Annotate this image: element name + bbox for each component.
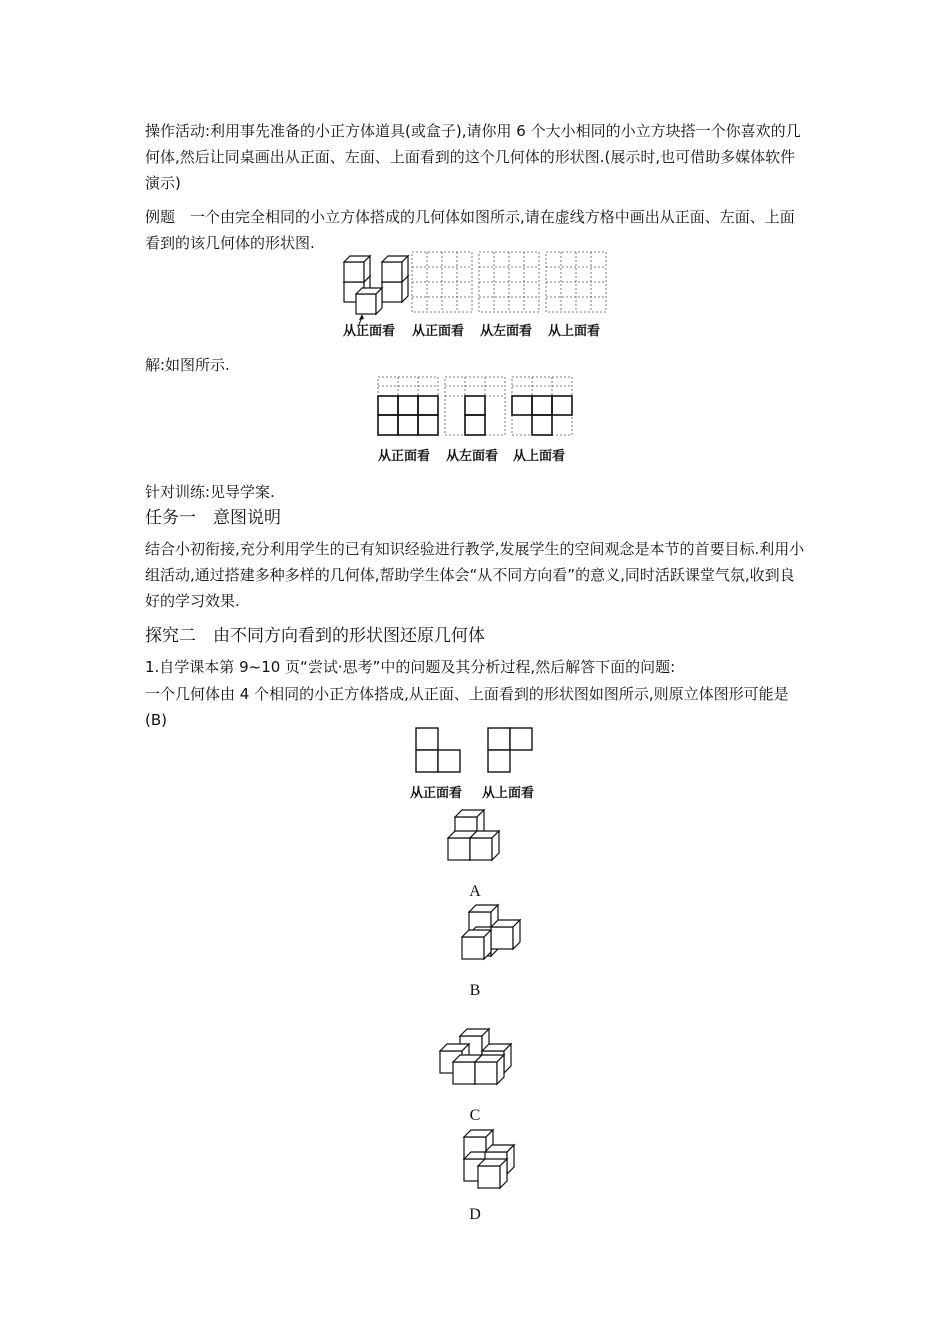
- option-b-svg: [458, 900, 528, 962]
- option-d-label: D: [469, 1206, 481, 1223]
- solution-text: 解:如图所示.: [145, 356, 230, 374]
- option-c-figure: [436, 1024, 516, 1086]
- option-b-label: B: [469, 982, 481, 999]
- option-a-figure: [446, 800, 506, 862]
- option-c-svg: [436, 1024, 516, 1086]
- solution-figure-svg: [376, 376, 576, 438]
- example-caption-3: 从左面看: [480, 324, 533, 339]
- explore2-heading: 探究二 由不同方向看到的形状图还原几何体: [145, 626, 485, 646]
- views-figure-svg: [414, 726, 536, 776]
- question1-intro: 1.自学课本第 9~10 页“尝试·思考”中的问题及其分析过程,然后解答下面的问题:: [145, 658, 676, 676]
- example-solid: [344, 256, 408, 328]
- option-d-svg: [460, 1124, 526, 1190]
- training-text: 针对训练:见导学案.: [145, 483, 275, 501]
- front-view-shape: [416, 728, 460, 772]
- question1-text: 一个几何体由 4 个相同的小正方体搭成,从正面、上面看到的形状图如图所示,则原立体图形可能是(B): [145, 685, 789, 729]
- dashed-grid-left: [479, 252, 539, 312]
- task1-heading: 任务一 意图说明: [145, 508, 281, 528]
- option-a-svg: [446, 800, 506, 862]
- solution-dashed-grids: [378, 377, 572, 435]
- solution-caption-2: 从左面看: [446, 449, 499, 464]
- option-d-figure: [460, 1124, 526, 1190]
- top-view-shape: [488, 728, 532, 772]
- dashed-grid-front: [412, 252, 472, 312]
- solution-caption-3: 从上面看: [513, 449, 566, 464]
- dashed-grid-top: [546, 252, 606, 312]
- activity-paragraph: 操作活动:利用事先准备的小正方体道具(或盒子),请你用 6 个大小相同的小立方块搭一个你喜欢的几何体,然后让同桌画出从正面、左面、上面看到的这个几何体的形状图.(展示时,也可借助多媒体软件演示): [145, 122, 801, 192]
- option-a-label: A: [469, 883, 481, 900]
- solution-left-view: [465, 396, 485, 435]
- views-caption-top: 从上面看: [482, 786, 535, 801]
- solution-caption-1: 从正面看: [378, 449, 431, 464]
- solution-front-view: [378, 396, 438, 435]
- task1-paragraph: 结合小初衔接,充分利用学生的已有知识经验进行教学,发展学生的空间观念是本节的首要目标.利用小组活动,通过搭建多种多样的几何体,帮助学生体会“从不同方向看”的意义,同时活跃课堂气氛,收到良好的学习效果.: [145, 540, 805, 610]
- views-figure: [414, 726, 536, 776]
- example-caption-1: 从正面看: [343, 324, 396, 339]
- solution-figure: [376, 376, 576, 438]
- option-c-label: C: [469, 1107, 481, 1124]
- solution-top-view: [512, 396, 572, 435]
- example-caption-2: 从正面看: [412, 324, 465, 339]
- views-caption-front: 从正面看: [410, 786, 463, 801]
- example-caption-4: 从上面看: [548, 324, 601, 339]
- option-b-figure: [458, 900, 528, 962]
- example-paragraph: 例题 一个由完全相同的小立方体搭成的几何体如图所示,请在虚线方格中画出从正面、左面、上面看到的该几何体的形状图.: [145, 208, 795, 252]
